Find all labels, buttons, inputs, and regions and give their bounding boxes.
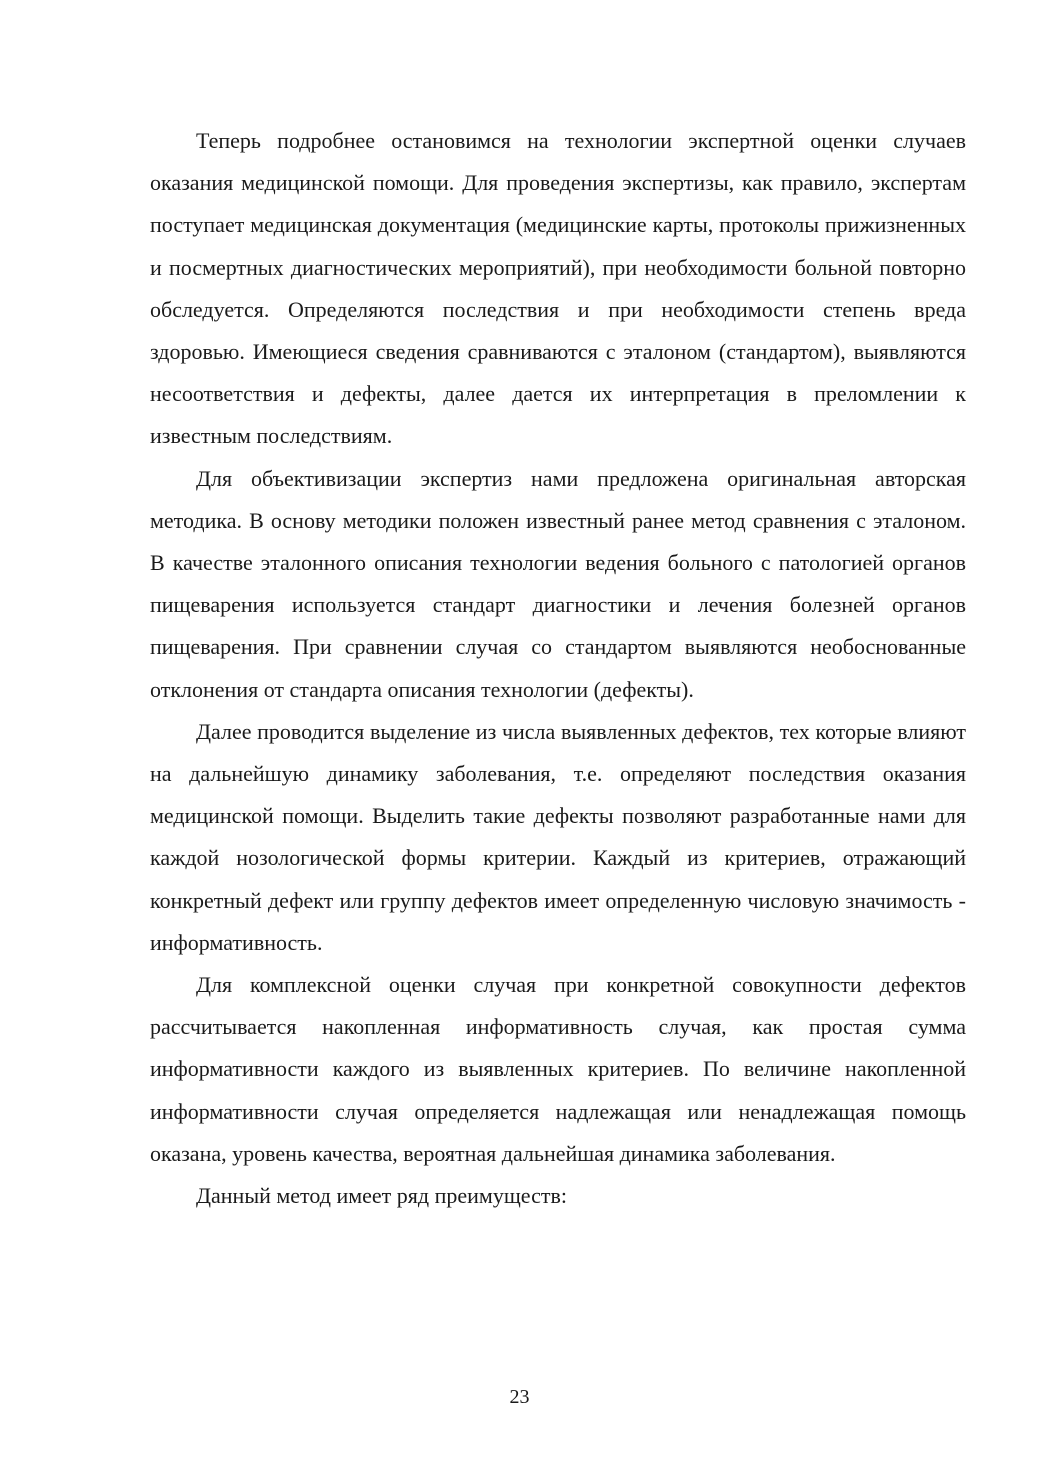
page-number: 23: [509, 1386, 530, 1408]
paragraph-expert-assessment-technology: Теперь подробнее остановимся на технологии экспертной оценки случаев оказания медицинской помощи. Для проведения экспертизы, как правило, экспертам поступает медицинская документация (медицинские карты, протоколы прижизненных и посмертных диагностических мероприятий), при необходимости больной повторно обследуется. Определяются последствия и при необходимости степень вреда здоровью. Имеющиеся сведения сравниваются с эталоном (стандартом), выявляются несоответствия и дефекты, далее дается их интерпретация в преломлении к известным последствиям.: [150, 128, 966, 449]
paragraph-cumulative-informativeness: Для комплексной оценки случая при конкретной совокупности дефектов рассчитывается накопленная информативность случая, как простая сумма информативности каждого из выявленных критериев. По величине накопленной информативности случая определяется надлежащая или ненадлежащая помощь оказана, уровень качества, вероятная дальнейшая динамика заболевания.: [150, 972, 966, 1166]
paragraph-method-advantages: Данный метод имеет ряд преимуществ:: [196, 1183, 567, 1209]
paragraph-defect-selection: Далее проводится выделение из числа выявленных дефектов, тех которые влияют на дальнейшую динамику заболевания, т.е. определяют последствия оказания медицинской помощи. Выделить такие дефекты позволяют разработанные нами для каждой нозологической формы критерии. Каждый из критериев, отражающий конкретный дефект или группу дефектов имеет определенную числовую значимость - информативность.: [150, 718, 966, 955]
paragraph-original-methodology: Для объективизации экспертиз нами предложена оригинальная авторская методика. В основу методики положен известный ранее метод сравнения с эталоном. В качестве эталонного описания технологии ведения больного с патологией органов пищеварения используется стандарт диагностики и лечения болезней органов пищеварения. При сравнении случая со стандартом выявляются необоснованные отклонения от стандарта описания технологии (дефекты).: [150, 465, 966, 702]
document-page: [150, 120, 966, 1217]
